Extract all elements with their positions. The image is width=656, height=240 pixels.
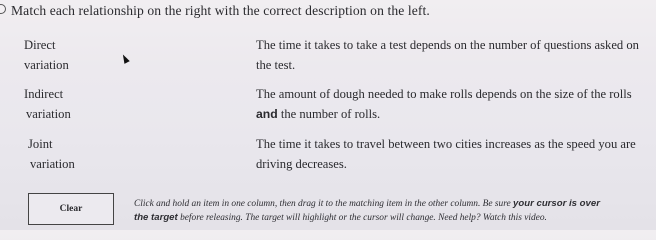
bold-and: and — [256, 107, 278, 121]
right-item-test-questions[interactable] — [256, 35, 656, 75]
left-item-joint-variation[interactable] — [24, 134, 144, 174]
left-item-line: Direct — [24, 38, 56, 52]
right-item-line: driving decreases. — [256, 157, 347, 171]
clear-button[interactable]: Clear — [28, 193, 114, 225]
right-item-line: and the number of rolls. — [256, 107, 381, 121]
left-item-indirect-variation[interactable] — [24, 84, 144, 124]
left-item-line: variation — [30, 157, 75, 171]
left-item-line: variation — [26, 107, 71, 121]
left-item-line: Indirect — [24, 87, 64, 101]
left-item-line: variation — [24, 58, 69, 72]
right-item-line: the test. — [256, 58, 296, 72]
question-bullet-icon — [0, 4, 6, 14]
right-item-dough-rolls[interactable] — [256, 84, 656, 124]
right-item-travel-speed[interactable] — [256, 134, 656, 174]
instruction-text: Match each relationship on the right with the correct description on the left. — [11, 3, 430, 18]
help-text: Click and hold an item in one column, then drag it to the matching item in the other column. Be sure your cursor is over the target before releasing. The target will highlight or the cursor will change. Need help? Watch this video. — [134, 198, 600, 223]
right-item-line: The time it takes to travel between two cities increases as the speed you are — [256, 137, 636, 151]
right-item-line: The time it takes to take a test depends on the number of questions asked on — [256, 38, 639, 52]
right-item-line: The amount of dough needed to make rolls depends on the size of the rolls — [256, 87, 632, 101]
left-item-line: Joint — [28, 137, 53, 151]
